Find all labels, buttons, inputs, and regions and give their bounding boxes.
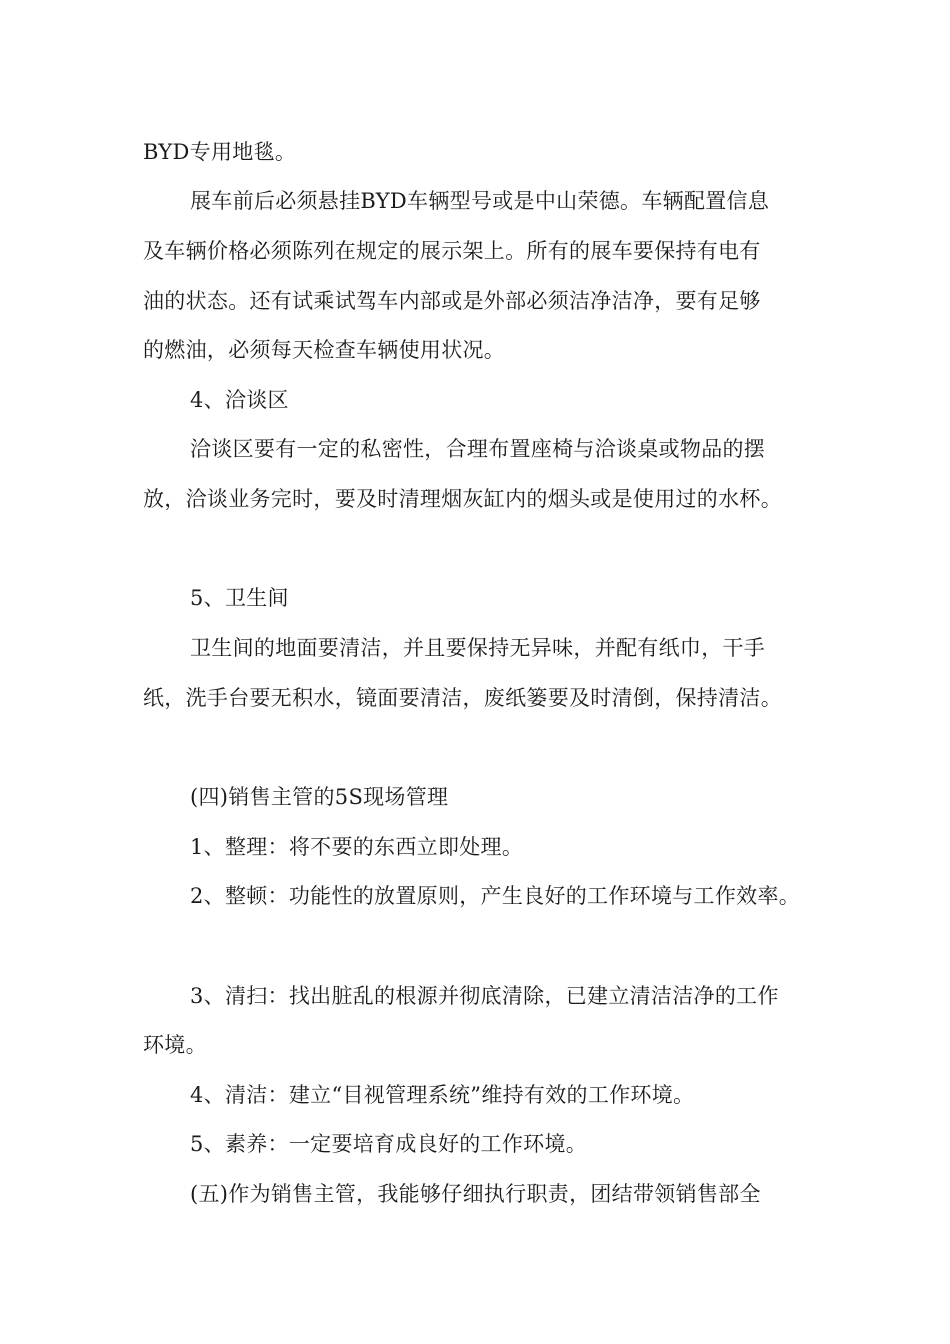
list-item: 4、清洁：建立“目视管理系统”维持有效的工作环境。: [190, 1083, 695, 1107]
text-line: 环境。: [143, 1033, 207, 1057]
list-item: 3、清扫：找出脏乱的根源并彻底清除，已建立清洁洁净的工作: [190, 984, 779, 1008]
text-line: 展车前后必须悬挂BYD车辆型号或是中山荣德。车辆配置信息: [190, 189, 770, 213]
section-heading: (五)作为销售主管，我能够仔细执行职责，团结带领销售部全: [190, 1182, 761, 1206]
text-line: 放，洽谈业务完时，要及时清理烟灰缸内的烟头或是使用过的水杯。: [143, 487, 782, 511]
list-item: 2、整顿：功能性的放置原则，产生良好的工作环境与工作效率。: [190, 884, 801, 908]
section-heading: 4、洽谈区: [190, 388, 289, 412]
list-item: 5、素养：一定要培育成良好的工作环境。: [190, 1132, 588, 1156]
list-item: 1、整理：将不要的东西立即处理。: [190, 835, 524, 859]
text-line: 纸，洗手台要无积水，镜面要清洁，废纸篓要及时清倒，保持清洁。: [143, 686, 782, 710]
section-heading: (四)销售主管的5S现场管理: [190, 785, 449, 809]
text-line: BYD专用地毯。: [143, 140, 297, 164]
text-line: 卫生间的地面要清洁，并且要保持无异味，并配有纸巾，干手: [190, 636, 766, 660]
text-line: 洽谈区要有一定的私密性，合理布置座椅与洽谈桌或物品的摆: [190, 437, 766, 461]
text-line: 油的状态。还有试乘试驾车内部或是外部必须洁净洁净，要有足够: [143, 289, 761, 313]
text-line: 的燃油，必须每天检查车辆使用状况。: [143, 338, 506, 362]
section-heading: 5、卫生间: [190, 586, 289, 610]
text-line: 及车辆价格必须陈列在规定的展示架上。所有的展车要保持有电有: [143, 239, 761, 263]
